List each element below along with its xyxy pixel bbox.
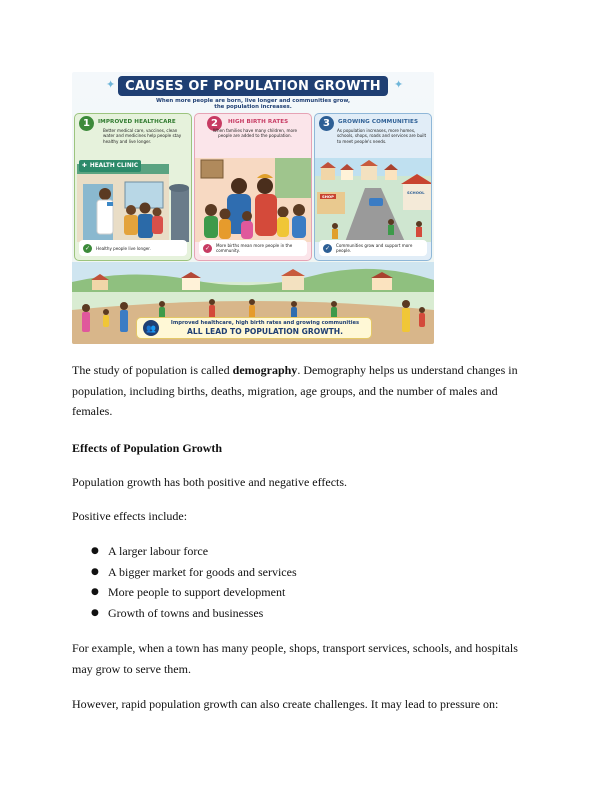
heading-effects: Effects of Population Growth xyxy=(72,441,223,455)
check-icon: ✓ xyxy=(204,244,211,252)
paragraph-positive-intro: Positive effects include: xyxy=(72,509,188,523)
panel-number-badge: 1 xyxy=(79,116,94,131)
bullet-icon: ● xyxy=(91,587,99,598)
term-demography: demography xyxy=(232,363,298,377)
paragraph-example: For example, when a town has many people, shops, transport services, schools, and hospitals may grow to serve them. xyxy=(72,641,518,676)
panel-heading: HIGH BIRTH RATES xyxy=(228,119,289,125)
check-icon: ✓ xyxy=(324,244,331,252)
panel-description: Better medical care, vaccines, clean water and medicines help people stay healthy and live longer. xyxy=(103,128,182,144)
list-item: ● More people to support development xyxy=(88,582,528,603)
paragraph-effects-intro: Population growth has both positive and negative effects. xyxy=(72,475,348,489)
infographic-subtitle: When more people are born, live longer and communities grow, the population increases. xyxy=(155,98,351,111)
panel-caption: ✓ More births mean more people in the community. xyxy=(199,240,307,256)
bullet-icon: ● xyxy=(91,608,99,619)
sparkle-icon: ✦ xyxy=(394,78,404,91)
panel-description: As population increases, more homes, schools, shops, roads and services are built to meet people's needs. xyxy=(337,128,427,144)
list-item: ● A bigger market for goods and services xyxy=(88,562,528,583)
school-sign: SCHOOL xyxy=(407,190,425,195)
sparkle-icon: ✦ xyxy=(106,78,116,91)
panel-number-badge: 2 xyxy=(207,116,222,131)
clinic-illustration xyxy=(75,158,192,242)
bullet-icon: ● xyxy=(91,546,99,556)
panel-description: When families have many children, more people are added to the population. xyxy=(212,128,298,139)
shop-sign: SHOP xyxy=(322,194,334,199)
family-illustration xyxy=(195,158,312,242)
footer-line-2: ALL LEAD TO POPULATION GROWTH. xyxy=(187,326,343,336)
check-icon: ✓ xyxy=(84,244,91,252)
panel-heading: GROWING COMMUNITIES xyxy=(338,119,419,125)
panel-caption: ✓ Healthy people live longer. xyxy=(79,240,187,256)
panel-number-badge: 3 xyxy=(319,116,334,131)
infographic-footer-banner xyxy=(136,317,372,339)
health-clinic-sign: ✚ HEALTH CLINIC xyxy=(79,160,141,172)
infographic-title: CAUSES OF POPULATION GROWTH xyxy=(118,76,388,96)
population-growth-infographic xyxy=(72,72,434,344)
people-group-icon: 👥 xyxy=(143,320,159,336)
list-item: ● Growth of towns and businesses xyxy=(88,603,528,624)
paragraph-demography: The study of population is called demography. Demography helps us understand changes in population, including births, deaths, migration, age groups, and the number of males and females. xyxy=(72,363,518,418)
bullet-icon: ● xyxy=(91,566,99,577)
panel-heading: IMPROVED HEALTHCARE xyxy=(98,119,176,125)
panel-high-birth-rates xyxy=(194,113,312,261)
panel-growing-communities xyxy=(314,113,432,261)
list-item: ● A larger labour force xyxy=(88,541,528,562)
town-illustration xyxy=(315,158,432,242)
medical-cross-icon: ✚ xyxy=(82,163,87,169)
panel-improved-healthcare xyxy=(74,113,192,261)
panel-caption: ✓ Communities grow and support more people. xyxy=(319,240,427,256)
footer-text xyxy=(159,320,371,336)
paragraph-challenges: However, rapid population growth can also create challenges. It may lead to pressure on: xyxy=(72,697,499,711)
footer-line-1: Improved healthcare, high birth rates and growing communities xyxy=(170,320,360,327)
positive-effects-list xyxy=(88,541,528,624)
